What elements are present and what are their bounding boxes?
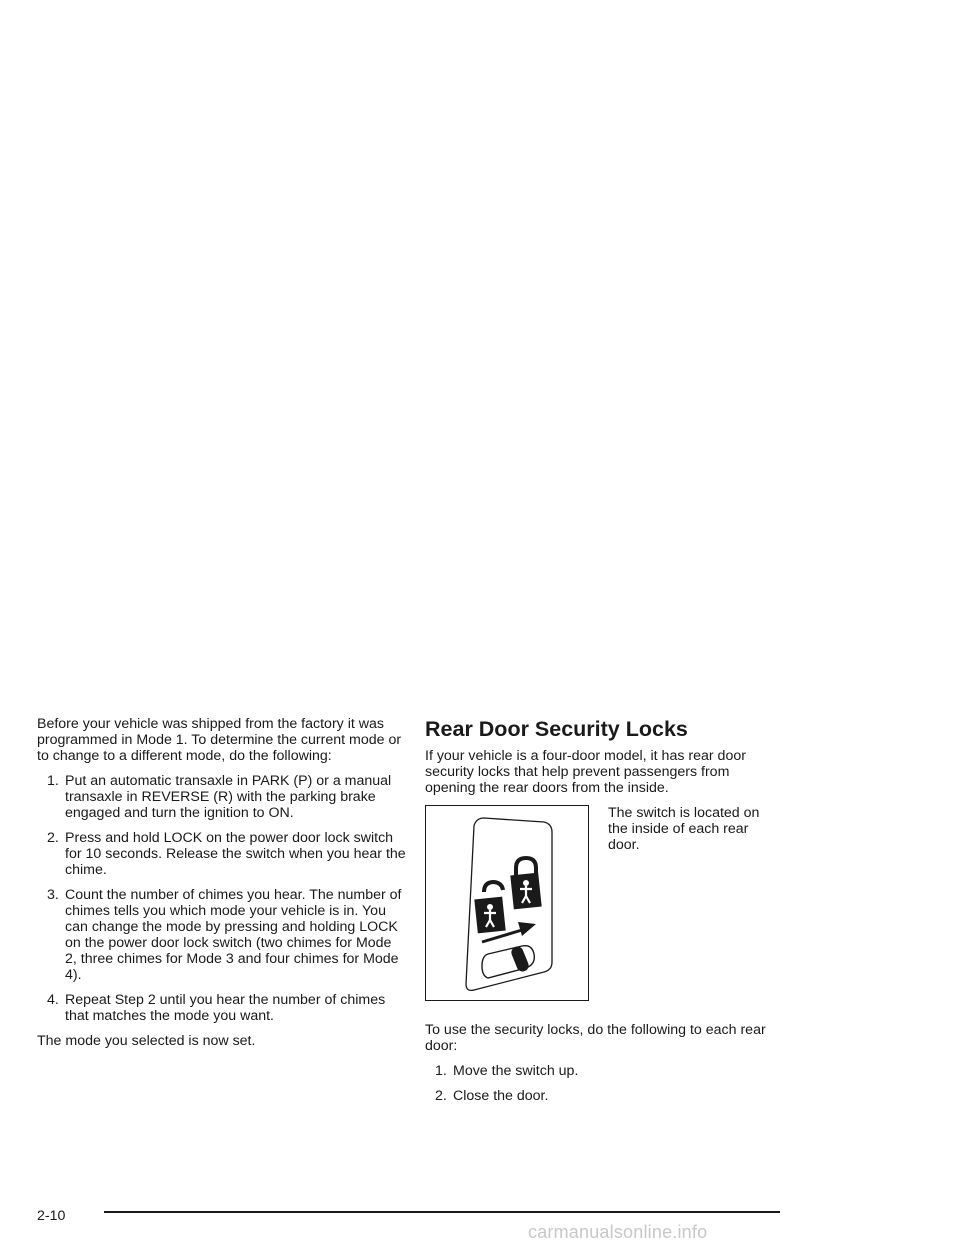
step-number: 1. [47,773,59,789]
page-number: 2-10 [37,1208,66,1224]
step-text: Put an automatic transaxle in PARK (P) or a manual transaxle in REVERSE (R) with the parking brake engaged and turn the ignition to ON. [65,773,392,821]
switch-slot-icon [482,945,534,978]
step-number: 1. [435,1063,447,1079]
step-number: 4. [47,992,59,1008]
security-steps-list [425,1063,775,1104]
list-item [425,1063,775,1079]
child-unlock-icon [474,882,505,933]
list-item [425,1088,775,1104]
mode-outro-paragraph: The mode you selected is now set. [37,1033,256,1049]
security-lock-switch-illustration [425,805,589,1001]
right-column [425,748,775,1113]
step-text: Close the door. [453,1088,549,1104]
child-lock-icon [510,858,541,909]
step-text: Repeat Step 2 until you hear the number of chimes that matches the mode you want. [65,992,386,1024]
mode-steps-list [37,773,407,1024]
step-number: 3. [47,887,59,903]
left-column [37,716,407,1058]
list-item [37,773,407,821]
step-number: 2. [435,1088,447,1104]
figure-caption: The switch is located on the inside of each rear door. [608,805,760,853]
step-number: 2. [47,830,59,846]
watermark: carmanualsonline.info [528,1222,708,1242]
figure-row [425,805,775,1005]
step-text: Press and hold LOCK on the power door lock switch for 10 seconds. Release the switch when you hear the chime. [65,830,406,878]
security-intro-paragraph: If your vehicle is a four-door model, it has rear door security locks that help prevent passengers from opening the rear doors from the inside. [425,748,746,796]
footer-divider [104,1211,780,1213]
step-text: Move the switch up. [453,1063,579,1079]
door-panel-drawing [426,806,587,999]
list-item [37,830,407,878]
section-heading: Rear Door Security Locks [425,717,688,741]
mode-intro-paragraph: Before your vehicle was shipped from the factory it was programmed in Mode 1. To determine the current mode or to change to a different mode, do the following: [37,716,402,764]
step-text: Count the number of chimes you hear. The number of chimes tells you which mode your vehicle is in. You can change the mode by pressing and holding LOCK on the power door lock switch (two chimes for Mode 2, three chimes for Mode 3 and four chimes for Mode 4). [65,887,402,983]
list-item [37,887,407,983]
security-instructions-paragraph: To use the security locks, do the following to each rear door: [425,1022,766,1054]
list-item [37,992,407,1024]
